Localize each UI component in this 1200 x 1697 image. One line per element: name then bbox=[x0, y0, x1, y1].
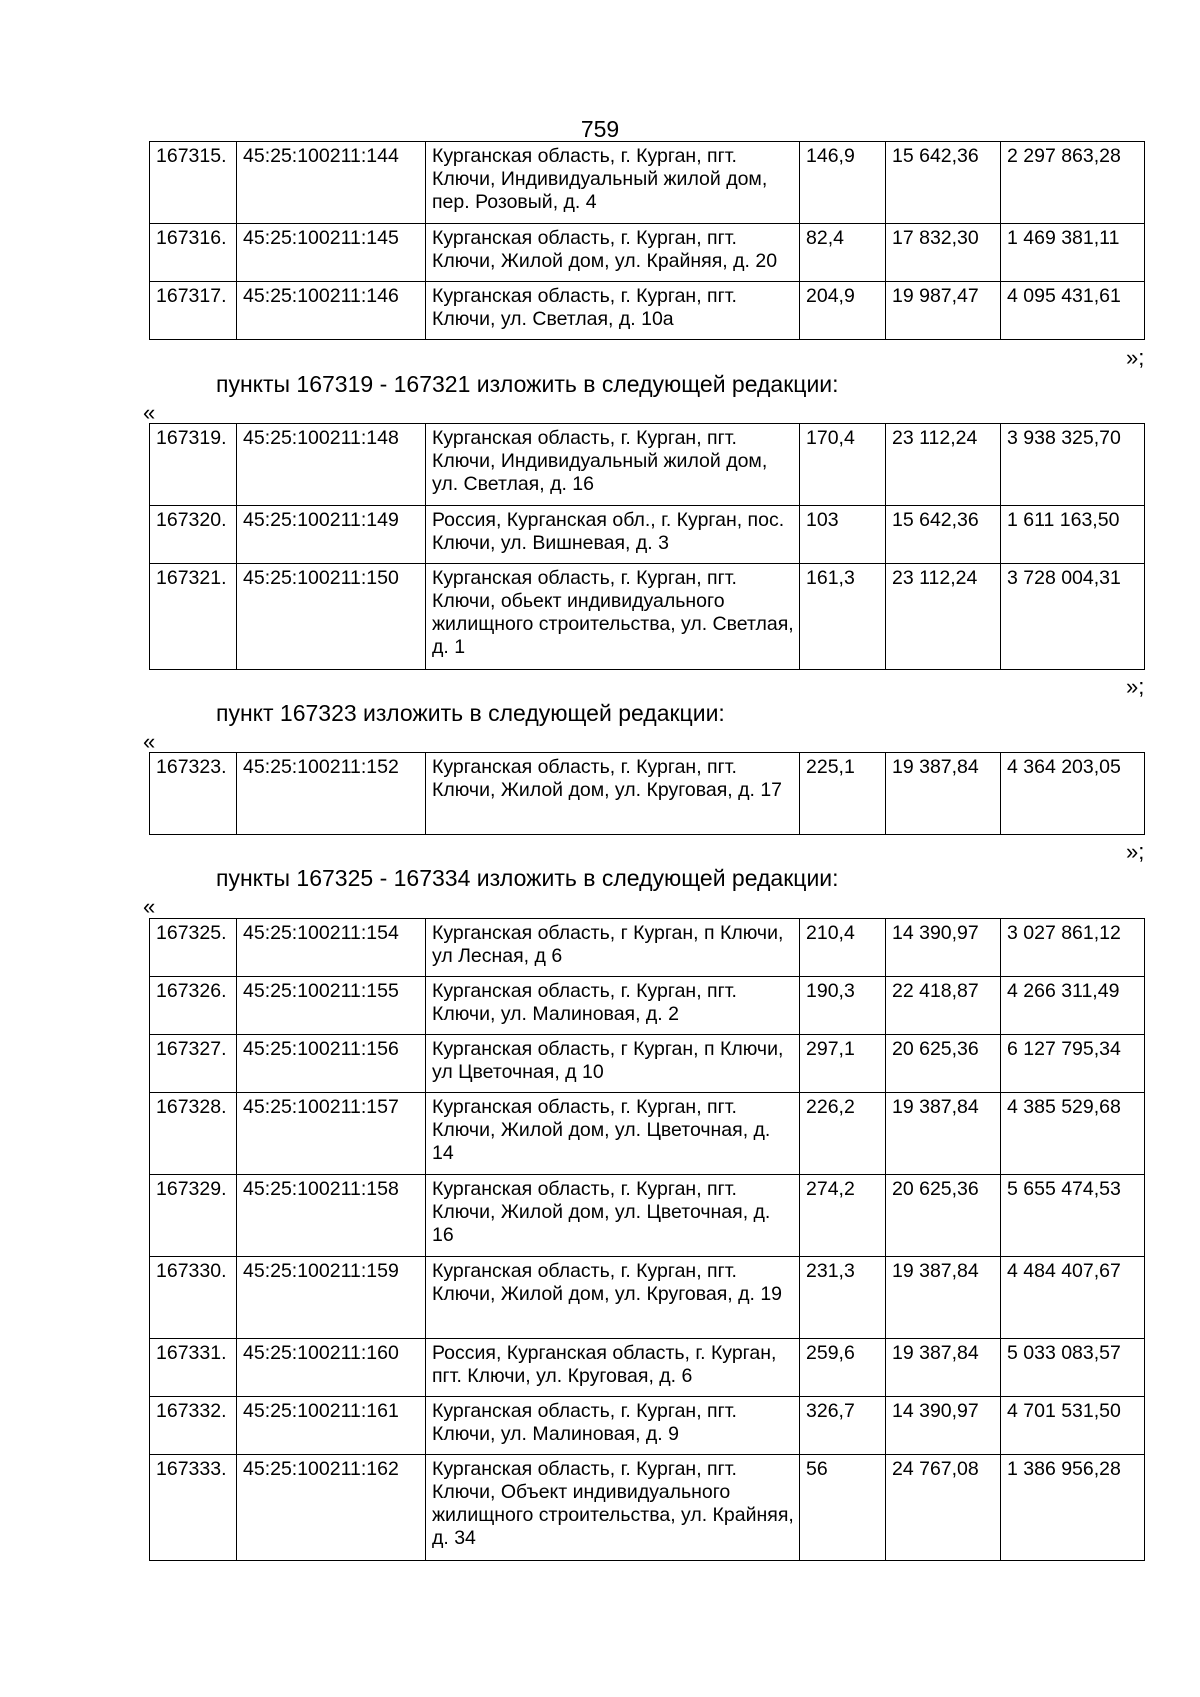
table-row bbox=[150, 1339, 1145, 1397]
table-row bbox=[150, 142, 1145, 224]
cadastral-rate: 15 642,36 bbox=[886, 506, 1001, 564]
cadastral-rate: 15 642,36 bbox=[886, 142, 1001, 224]
cadastral-cost: 2 297 863,28 bbox=[1001, 142, 1145, 224]
cadastral-number: 45:25:100211:146 bbox=[237, 282, 426, 340]
cadastral-cost: 3 728 004,31 bbox=[1001, 564, 1145, 670]
table-row bbox=[150, 753, 1145, 835]
cadastral-rate: 14 390,97 bbox=[886, 1397, 1001, 1455]
table-row bbox=[150, 977, 1145, 1035]
table-row bbox=[150, 506, 1145, 564]
property-table-1 bbox=[149, 141, 1145, 340]
address: Курганская область, г. Курган, пгт. Ключи, Жилой дом, ул. Круговая, д. 19 bbox=[426, 1257, 800, 1339]
cadastral-cost: 1 386 956,28 bbox=[1001, 1455, 1145, 1561]
cadastral-number: 45:25:100211:156 bbox=[237, 1035, 426, 1093]
row-number: 167321. bbox=[150, 564, 237, 670]
cadastral-number: 45:25:100211:145 bbox=[237, 224, 426, 282]
area: 210,4 bbox=[800, 919, 886, 977]
cadastral-rate: 23 112,24 bbox=[886, 424, 1001, 506]
property-table-4 bbox=[149, 918, 1145, 1561]
cadastral-rate: 20 625,36 bbox=[886, 1035, 1001, 1093]
row-number: 167332. bbox=[150, 1397, 237, 1455]
area: 190,3 bbox=[800, 977, 886, 1035]
amendment-instruction: пункты 167325 - 167334 изложить в следующей редакции: bbox=[216, 865, 839, 891]
cadastral-cost: 4 095 431,61 bbox=[1001, 282, 1145, 340]
cadastral-cost: 3 938 325,70 bbox=[1001, 424, 1145, 506]
address: Курганская область, г. Курган, пгт. Ключи, ул. Светлая, д. 10а bbox=[426, 282, 800, 340]
row-number: 167330. bbox=[150, 1257, 237, 1339]
cadastral-number: 45:25:100211:158 bbox=[237, 1175, 426, 1257]
amendment-instruction: пункты 167319 - 167321 изложить в следующей редакции: bbox=[216, 371, 839, 397]
cadastral-cost: 4 701 531,50 bbox=[1001, 1397, 1145, 1455]
row-number: 167323. bbox=[150, 753, 237, 835]
row-number: 167327. bbox=[150, 1035, 237, 1093]
table-row bbox=[150, 282, 1145, 340]
cadastral-rate: 24 767,08 bbox=[886, 1455, 1001, 1561]
area: 274,2 bbox=[800, 1175, 886, 1257]
cadastral-rate: 22 418,87 bbox=[886, 977, 1001, 1035]
cadastral-number: 45:25:100211:150 bbox=[237, 564, 426, 670]
area: 226,2 bbox=[800, 1093, 886, 1175]
cadastral-number: 45:25:100211:148 bbox=[237, 424, 426, 506]
row-number: 167325. bbox=[150, 919, 237, 977]
cadastral-cost: 4 266 311,49 bbox=[1001, 977, 1145, 1035]
table-row bbox=[150, 919, 1145, 977]
cadastral-number: 45:25:100211:159 bbox=[237, 1257, 426, 1339]
area: 231,3 bbox=[800, 1257, 886, 1339]
cadastral-number: 45:25:100211:155 bbox=[237, 977, 426, 1035]
cadastral-number: 45:25:100211:157 bbox=[237, 1093, 426, 1175]
area: 170,4 bbox=[800, 424, 886, 506]
cadastral-rate: 19 387,84 bbox=[886, 753, 1001, 835]
opening-quote: « bbox=[143, 400, 156, 425]
cadastral-number: 45:25:100211:144 bbox=[237, 142, 426, 224]
closing-quote: »; bbox=[1126, 345, 1145, 370]
closing-quote: »; bbox=[1126, 839, 1145, 864]
row-number: 167315. bbox=[150, 142, 237, 224]
row-number: 167317. bbox=[150, 282, 237, 340]
area: 204,9 bbox=[800, 282, 886, 340]
cadastral-cost: 4 385 529,68 bbox=[1001, 1093, 1145, 1175]
area: 161,3 bbox=[800, 564, 886, 670]
area: 103 bbox=[800, 506, 886, 564]
table-row bbox=[150, 1093, 1145, 1175]
row-number: 167326. bbox=[150, 977, 237, 1035]
area: 82,4 bbox=[800, 224, 886, 282]
cadastral-rate: 17 832,30 bbox=[886, 224, 1001, 282]
cadastral-number: 45:25:100211:161 bbox=[237, 1397, 426, 1455]
opening-quote: « bbox=[143, 894, 156, 919]
address: Курганская область, г. Курган, пгт. Ключи, Объект индивидуального жилищного строительства, ул. Крайняя, д. 34 bbox=[426, 1455, 800, 1561]
area: 56 bbox=[800, 1455, 886, 1561]
address: Курганская область, г Курган, п Ключи, ул Лесная, д 6 bbox=[426, 919, 800, 977]
table-row bbox=[150, 1175, 1145, 1257]
table-row bbox=[150, 224, 1145, 282]
row-number: 167328. bbox=[150, 1093, 237, 1175]
cadastral-cost: 4 364 203,05 bbox=[1001, 753, 1145, 835]
area: 225,1 bbox=[800, 753, 886, 835]
address: Курганская область, г. Курган, пгт. Ключи, Жилой дом, ул. Цветочная, д. 16 bbox=[426, 1175, 800, 1257]
table-row bbox=[150, 1257, 1145, 1339]
cadastral-cost: 1 611 163,50 bbox=[1001, 506, 1145, 564]
opening-quote: « bbox=[143, 729, 156, 754]
address: Курганская область, г. Курган, пгт. Ключи, Жилой дом, ул. Цветочная, д. 14 bbox=[426, 1093, 800, 1175]
row-number: 167316. bbox=[150, 224, 237, 282]
address: Курганская область, г. Курган, пгт. Ключи, обьект индивидуального жилищного строительства, ул. Светлая, д. 1 bbox=[426, 564, 800, 670]
row-number: 167329. bbox=[150, 1175, 237, 1257]
address: Курганская область, г Курган, п Ключи, ул Цветочная, д 10 bbox=[426, 1035, 800, 1093]
area: 326,7 bbox=[800, 1397, 886, 1455]
address: Россия, Курганская обл., г. Курган, пос. Ключи, ул. Вишневая, д. 3 bbox=[426, 506, 800, 564]
table-row bbox=[150, 424, 1145, 506]
closing-quote: »; bbox=[1126, 674, 1145, 699]
cadastral-number: 45:25:100211:162 bbox=[237, 1455, 426, 1561]
area: 146,9 bbox=[800, 142, 886, 224]
cadastral-rate: 23 112,24 bbox=[886, 564, 1001, 670]
area: 297,1 bbox=[800, 1035, 886, 1093]
address: Курганская область, г. Курган, пгт. Ключи, Индивидуальный жилой дом, пер. Розовый, д. 4 bbox=[426, 142, 800, 224]
cadastral-cost: 5 655 474,53 bbox=[1001, 1175, 1145, 1257]
row-number: 167331. bbox=[150, 1339, 237, 1397]
cadastral-rate: 19 387,84 bbox=[886, 1257, 1001, 1339]
cadastral-cost: 5 033 083,57 bbox=[1001, 1339, 1145, 1397]
cadastral-cost: 3 027 861,12 bbox=[1001, 919, 1145, 977]
cadastral-rate: 19 387,84 bbox=[886, 1093, 1001, 1175]
address: Курганская область, г. Курган, пгт. Ключи, ул. Малиновая, д. 9 bbox=[426, 1397, 800, 1455]
area: 259,6 bbox=[800, 1339, 886, 1397]
row-number: 167319. bbox=[150, 424, 237, 506]
cadastral-number: 45:25:100211:149 bbox=[237, 506, 426, 564]
cadastral-rate: 20 625,36 bbox=[886, 1175, 1001, 1257]
row-number: 167320. bbox=[150, 506, 237, 564]
cadastral-rate: 19 987,47 bbox=[886, 282, 1001, 340]
page-number: 759 bbox=[580, 116, 620, 142]
cadastral-rate: 19 387,84 bbox=[886, 1339, 1001, 1397]
address: Курганская область, г. Курган, пгт. Ключи, Индивидуальный жилой дом, ул. Светлая, д. 16 bbox=[426, 424, 800, 506]
cadastral-rate: 14 390,97 bbox=[886, 919, 1001, 977]
property-table-2 bbox=[149, 423, 1145, 670]
table-row bbox=[150, 1035, 1145, 1093]
address: Россия, Курганская область, г. Курган, пгт. Ключи, ул. Круговая, д. 6 bbox=[426, 1339, 800, 1397]
address: Курганская область, г. Курган, пгт. Ключи, Жилой дом, ул. Круговая, д. 17 bbox=[426, 753, 800, 835]
cadastral-number: 45:25:100211:152 bbox=[237, 753, 426, 835]
table-row bbox=[150, 1397, 1145, 1455]
cadastral-cost: 6 127 795,34 bbox=[1001, 1035, 1145, 1093]
address: Курганская область, г. Курган, пгт. Ключи, ул. Малиновая, д. 2 bbox=[426, 977, 800, 1035]
address: Курганская область, г. Курган, пгт. Ключи, Жилой дом, ул. Крайняя, д. 20 bbox=[426, 224, 800, 282]
row-number: 167333. bbox=[150, 1455, 237, 1561]
cadastral-number: 45:25:100211:160 bbox=[237, 1339, 426, 1397]
table-row bbox=[150, 564, 1145, 670]
amendment-instruction: пункт 167323 изложить в следующей редакции: bbox=[216, 700, 725, 726]
table-row bbox=[150, 1455, 1145, 1561]
cadastral-cost: 4 484 407,67 bbox=[1001, 1257, 1145, 1339]
property-table-3 bbox=[149, 752, 1145, 835]
cadastral-number: 45:25:100211:154 bbox=[237, 919, 426, 977]
cadastral-cost: 1 469 381,11 bbox=[1001, 224, 1145, 282]
